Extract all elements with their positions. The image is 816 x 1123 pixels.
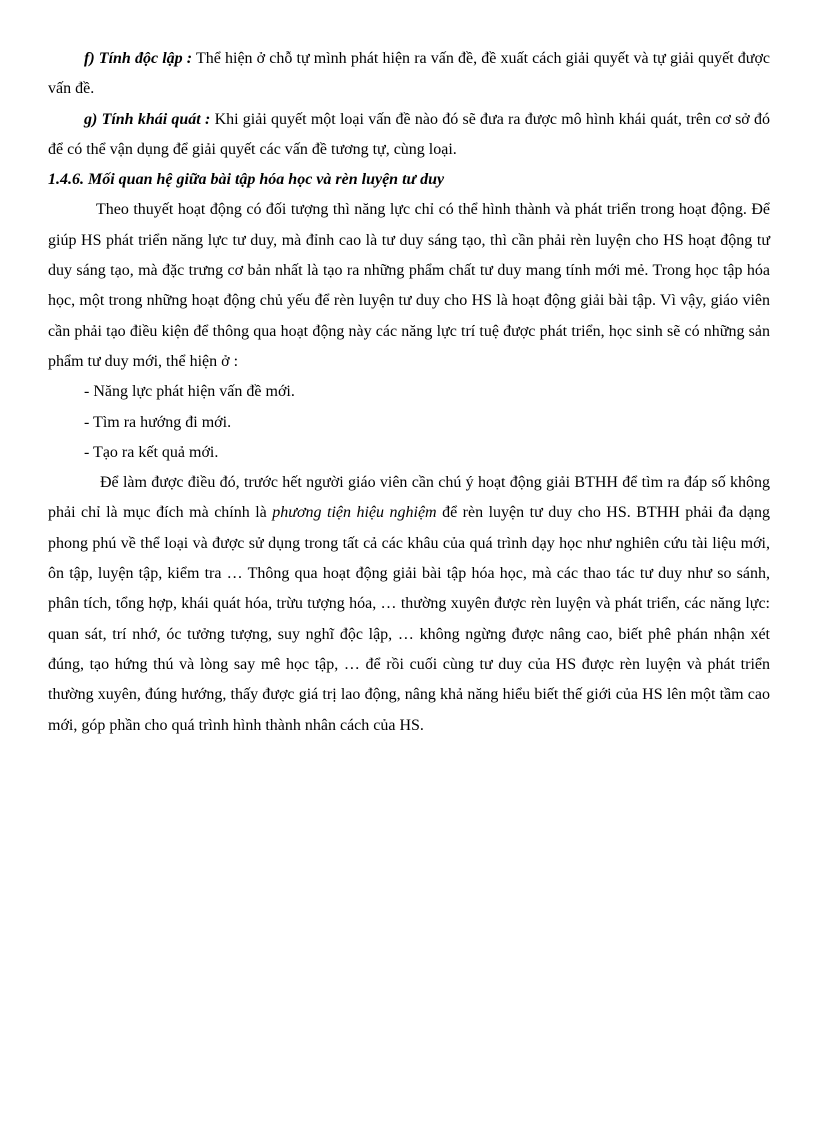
bullet-item: - Tạo ra kết quả mới. [84, 443, 219, 461]
section-f-label: f) Tính độc lập : [84, 50, 193, 67]
paragraph-2-emphasis: phương tiện hiệu nghiệm [272, 504, 437, 522]
section-heading: 1.4.6. Mối quan hệ giữa bài tập hóa học và rèn luyện tư duy [48, 171, 445, 189]
bullet-item: - Tìm ra hướng đi mới. [84, 413, 232, 431]
body-paragraph-2 [48, 468, 770, 741]
body-paragraph-1: Theo thuyết hoạt động có đối tượng thì năng lực chỉ có thể hình thành và phát triển trong hoạt động. Để giúp HS phát triển năng lực tư duy, mà đỉnh cao là tư duy sáng tạo, thì cần phải rèn luyện cho HS hoạt động tư duy sáng tạo, mà đặc trưng cơ bản nhất là tạo ra những phẩm chất tư duy mang tính mới mẻ. Trong học tập hóa học, một trong những hoạt động chủ yếu để rèn luyện tư duy cho HS là hoạt động giải bài tập. Vì vậy, giáo viên cần phải tạo điều kiện để thông qua hoạt động này các năng lực trí tuệ được phát triển, học sinh sẽ có những sản phẩm tư duy mới, thể hiện ở : [48, 201, 770, 370]
bullet-item: - Năng lực phát hiện vấn đề mới. [84, 383, 295, 401]
section-g-paragraph [48, 105, 770, 166]
section-g-text: Khi giải quyết một loại vấn đề nào đó sẽ đưa ra được mô hình khái quát, trên cơ sở đó để có thể vận dụng để giải quyết các vấn đề tương tự, cùng loại. [48, 110, 770, 158]
paragraph-2-before: Để làm được điều đó, trước hết người giáo viên cần chú ý hoạt động giải BTHH để tìm ra đáp số không phải chỉ là mục đích mà chính là [48, 474, 770, 522]
section-g-label: g) Tính khái quát : [84, 110, 211, 128]
paragraph-2-after: để rèn luyện tư duy cho HS. BTHH phải đa dạng phong phú về thể loại và được sử dụng trong tất cả các khâu của quá trình dạy học như nghiên cứu tài liệu mới, ôn tập, luyện tập, kiểm tra … Thông qua hoạt động giải bài tập hóa học, mà các thao tác tư duy như so sánh, phân tích, tổng hợp, khái quát hóa, trừu tượng hóa, … thường xuyên được rèn luyện và phát triển, các năng lực: quan sát, trí nhớ, óc tưởng tượng, suy nghĩ độc lập, … không ngừng được nâng cao, biết phê phán nhận xét đúng, tạo hứng thú và lòng say mê học tập, … để rồi cuối cùng tư duy của HS được rèn luyện và phát triển thường xuyên, đúng hướng, thấy được giá trị lao động, nâng khả năng hiểu biết thế giới của HS lên một tầm cao mới, góp phần cho quá trình hình thành nhân cách của HS. [48, 504, 770, 734]
document-page [48, 44, 770, 741]
section-f-paragraph [48, 44, 770, 105]
section-f-text: Thể hiện ở chỗ tự mình phát hiện ra vấn đề, đề xuất cách giải quyết và tự giải quyết được vấn đề. [48, 50, 771, 98]
